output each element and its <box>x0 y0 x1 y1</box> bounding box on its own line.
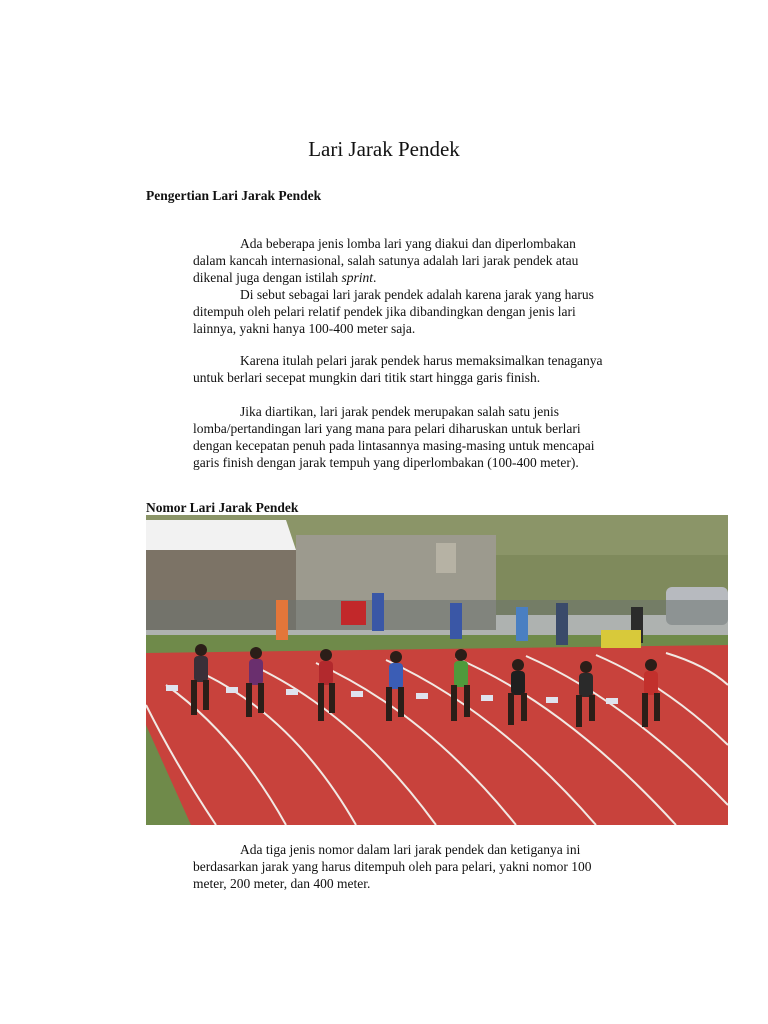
section-heading-pengertian: Pengertian Lari Jarak Pendek <box>146 188 322 203</box>
section-heading-nomor: Nomor Lari Jarak Pendek <box>146 500 299 515</box>
page-title: Lari Jarak Pendek <box>308 137 460 161</box>
cart <box>601 630 641 648</box>
text-line: ditempuh oleh pelari relatif pendek jika dibandingkan dengan jenis lari <box>193 304 576 319</box>
text-line: lomba/pertandingan lari yang mana para pelari diharuskan untuk berlari <box>193 421 581 436</box>
tent-canopy <box>146 520 296 550</box>
text-line: dalam kancah internasional, salah satunya adalah lari jarak pendek atau <box>193 253 579 268</box>
text-fragment: . <box>372 270 377 285</box>
paragraph-3 <box>193 352 663 386</box>
text-line: meter, 200 meter, dan 400 meter. <box>193 876 371 891</box>
paragraph-1 <box>193 235 663 286</box>
text-line: Ada tiga jenis nomor dalam lari jarak pendek dan ketiganya ini <box>240 842 581 857</box>
running-track <box>146 645 728 825</box>
paragraph-4 <box>193 403 663 471</box>
text-line <box>193 269 663 286</box>
text-line: lainnya, yakni hanya 100-400 meter saja. <box>193 321 416 336</box>
text-line: Karena itulah pelari jarak pendek harus memaksimalkan tenaganya <box>240 353 603 368</box>
text-line: untuk berlari secepat mungkin dari titik start hingga garis finish. <box>193 370 541 385</box>
text-line: Ada beberapa jenis lomba lari yang diakui dan diperlombakan <box>240 236 576 251</box>
text-line: garis finish dengan jarak tempuh yang diperlombakan (100-400 meter). <box>193 455 579 470</box>
text-line: berdasarkan jarak yang harus ditempuh oleh para pelari, yakni nomor 100 <box>193 859 592 874</box>
text-line: Jika diartikan, lari jarak pendek merupakan salah satu jenis <box>240 404 560 419</box>
banner <box>341 601 366 625</box>
sprint-race-photo <box>146 515 728 825</box>
paragraph-5 <box>193 841 663 892</box>
text-line: dengan kecepatan penuh pada lintasannya masing-masing untuk mencapai <box>193 438 595 453</box>
italic-term: sprint <box>341 270 373 285</box>
text-fragment: dikenal juga dengan istilah <box>193 270 342 285</box>
paragraph-2 <box>193 286 663 337</box>
text-line: Di sebut sebagai lari jarak pendek adalah karena jarak yang harus <box>240 287 594 302</box>
